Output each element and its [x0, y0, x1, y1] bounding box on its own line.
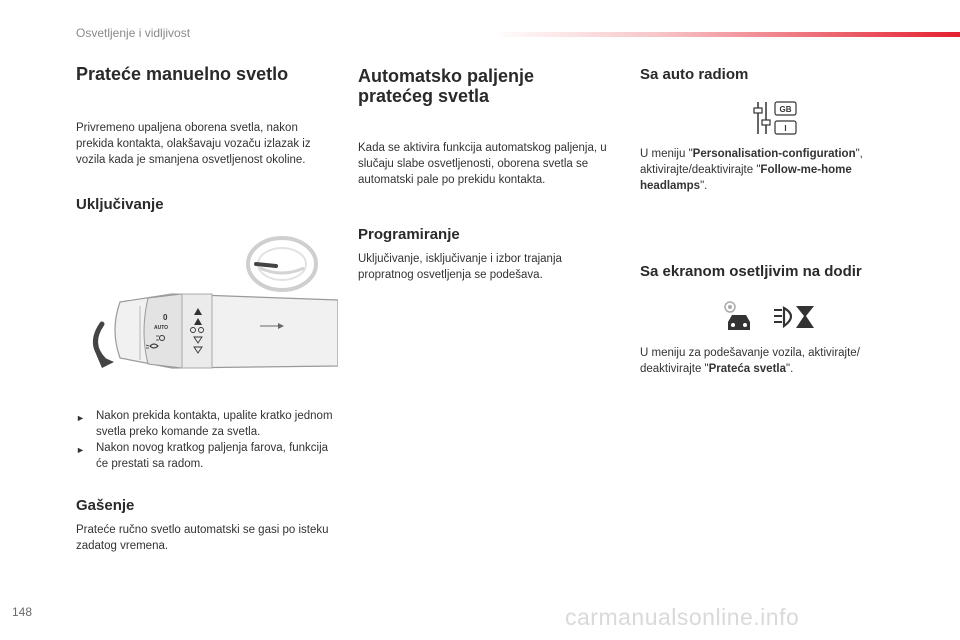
settings-sliders-icon — [752, 100, 798, 136]
automatic-lighting-intro: Kada se aktivira funkcija automatskog paljenja, u slučaju slabe osvetljenosti, oborena svetla se automatski pale po prekidu kontakta. — [358, 142, 607, 186]
touchscreen-text — [640, 345, 890, 377]
touchscreen-option-name: Prateća svetla — [708, 363, 787, 375]
touchscreen-text-part: ". — [786, 363, 794, 375]
radio-heading: Sa auto radiom — [640, 66, 749, 83]
automatic-lighting-title-line1: Automatsko paljenje — [358, 66, 535, 86]
rotation-arrow-icon — [95, 324, 114, 368]
programming-text: Uključivanje, isključivanje i izbor trajanja propratnog osvetljenja se podešava. — [358, 253, 562, 281]
vehicle-settings-icon — [725, 302, 750, 330]
touchscreen-icons — [718, 298, 818, 334]
programming-heading: Programiranje — [358, 226, 460, 243]
touchscreen-heading: Sa ekranom osetljivim na dodir — [640, 263, 862, 280]
switch-on-heading: Uključivanje — [76, 196, 164, 213]
language-i-label: I — [784, 124, 787, 133]
page-number: 148 — [12, 605, 33, 619]
bullet-list — [76, 408, 336, 472]
stalk-indicator-line — [256, 264, 276, 266]
radio-menu-name: Personalisation-configuration — [692, 148, 856, 160]
stalk-label-auto: AUTO — [154, 325, 169, 331]
manual-lighting-intro: Privremeno upaljena oborena svetla, nakon prekida kontakta, olakšavaju vozaču izlazak iz vozila kada je smanjena osvetljenost okoline. — [76, 122, 311, 166]
radio-text-part: U meniju " — [640, 148, 693, 160]
automatic-lighting-title — [358, 66, 534, 106]
header-accent-bar — [490, 32, 960, 37]
lighting-stalk-illustration — [80, 228, 338, 378]
follow-me-home-headlamp-icon — [774, 306, 814, 328]
section-header-title: Osvetljenje i vidljivost — [76, 26, 191, 40]
radio-text-part: ", aktivirajte/deaktivirajte " — [640, 148, 863, 176]
bullet-text-2: Nakon novog kratkog paljenja farova, funkcija će prestati sa radom. — [96, 442, 329, 470]
list-item — [76, 440, 336, 472]
radio-text — [640, 146, 890, 194]
stalk-label-zero: 0 — [163, 313, 168, 322]
bullet-arrow-icon: ► — [76, 445, 85, 455]
automatic-lighting-title-line2: pratećeg svetla — [358, 86, 490, 106]
touchscreen-text-part: U meniju za podešavanje vozila, aktivirajte/ deaktivirajte " — [640, 347, 860, 375]
list-item — [76, 408, 336, 440]
radio-text-part: ". — [700, 180, 708, 192]
switch-off-heading: Gašenje — [76, 497, 135, 514]
bullet-arrow-icon: ► — [76, 413, 85, 423]
hourglass-icon — [796, 306, 814, 328]
switch-off-text: Prateće ručno svetlo automatski se gasi po isteku zadatog vremena. — [76, 524, 329, 552]
language-gb-label: GB — [779, 105, 792, 114]
radio-option-name: Follow-me-home headlamps — [640, 164, 852, 192]
stalk-body — [115, 294, 338, 368]
watermark: carmanualsonline.info — [565, 604, 800, 630]
manual-lighting-title: Prateće manuelno svetlo — [76, 64, 289, 84]
bullet-text-1: Nakon prekida kontakta, upalite kratko jednom svetla preko komande za svetla. — [96, 410, 333, 438]
